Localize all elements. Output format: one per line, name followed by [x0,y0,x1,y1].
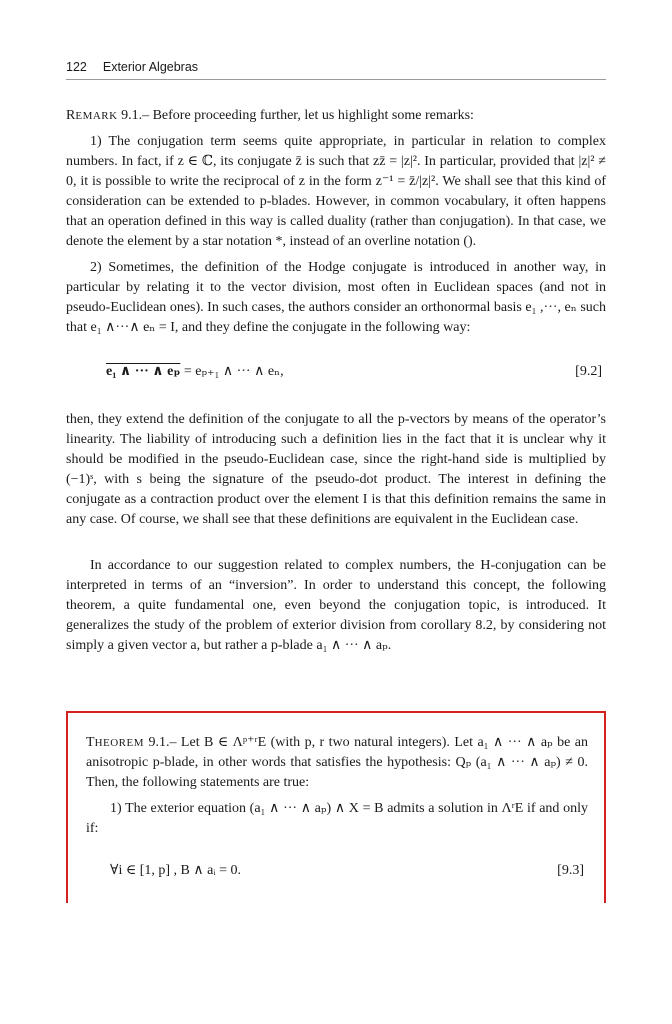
page-number: 122 [66,60,87,74]
equation-9-3 [86,861,588,881]
remark-heading: REMARK 9.1.– Before proceeding further, let us highlight some remarks: [66,108,474,123]
running-title: Exterior Algebras [102,60,199,74]
theorem-number: 9.1.– [148,735,177,750]
theorem-box [66,711,606,903]
remark-paragraph-1: 1) The conjugation term seems quite appropriate, in particular in relation to complex numbers. In fact, if z ∈ ℂ, its conjugate z̄ is such that zz̄ = |z|². In particular, provided that |z|² ≠ 0, it is possible to write the reciprocal of z in the form z⁻¹ = z̄/|z|². We shall see that this kind of consideration can be extended to p-blades. However, in common vocabulary, it often happens that an operation defined in this way is called duality (rather than conjugation). In that case, we denote the element by a star notation *, instead of an overline notation (). [66,134,606,249]
theorem-statement: THEOREM 9.1.– Let B ∈ Λᵖ⁺ʳE (with p, r two natural integers). Let a₁ ∧ ··· ∧ aₚ be an anisotropic p-blade, in other words that satisfies the hypothesis: Qₚ (a₁ ∧ ··· ∧ aₚ) ≠ 0. Then, the following statements are true: [86,735,588,790]
equation-9-2 [66,362,606,382]
equation-number: [9.2] [575,364,602,379]
equation-rhs: = eₚ₊₁ ∧ ··· ∧ eₙ, [183,364,284,379]
header-rule [66,79,606,80]
theorem-text: Let B ∈ Λᵖ⁺ʳE (with p, r two natural integers). Let a₁ ∧ ··· ∧ aₚ be an anisotropic p-blade, in other words that satisfies the hypothesis: Qₚ (a₁ ∧ ··· ∧ aₚ) ≠ 0. Then, the following statements are true: [86,735,588,790]
body-paragraph: In accordance to our suggestion related to complex numbers, the H-conjugation can be interpreted in terms of an “inversion”. In order to understand this concept, the following theorem, a quite fundamental one, even beyond the conjugation topic, is introduced. It generalizes the study of the problem of exterior division from corollary 8.2, by considering not simply a given vector a, but rather a p-blade a₁ ∧ ··· ∧ aₚ. [66,558,606,653]
remark-number: 9.1.– [121,108,150,123]
theorem-content [86,733,588,881]
remark-intro: Before proceeding further, let us highlight some remarks: [152,108,474,123]
running-head [66,57,606,77]
main-text [66,106,606,656]
equation-lhs: e₁ ∧ ··· ∧ eₚ [106,364,181,379]
equation-9-3-number: [9.3] [557,863,584,878]
remark-paragraph-3: then, they extend the definition of the conjugate to all the p-vectors by means of the operator’s linearity. The liability of introducing such a definition lies in the fact that it is unclear why it should be modified in the pseudo-Euclidean case, since the right-hand side is multiplied by (−1)ˢ, with s being the signature of the pseudo-dot product. The interest in defining the conjugate as a contraction product over the element I is that this definition remains the same in any case. Of course, we shall see that these definitions are equivalent in the Euclidean case. [66,412,606,527]
remark-paragraph-2: 2) Sometimes, the definition of the Hodge conjugate is introduced in another way, in particular by relating it to the vector division, most often in Euclidean spaces (and not in pseudo-Euclidean ones). In such cases, the authors consider an orthonormal basis e₁ ,···, eₙ such that e₁ ∧···∧ eₙ = I, and they define the conjugate in the following way: [66,260,606,335]
theorem-item-1: 1) The exterior equation (a₁ ∧ ··· ∧ aₚ) ∧ X = B admits a solution in ΛʳE if and only if: [86,801,588,836]
equation-9-3-formula: ∀i ∈ [1, p] , B ∧ aᵢ = 0. [110,863,242,878]
